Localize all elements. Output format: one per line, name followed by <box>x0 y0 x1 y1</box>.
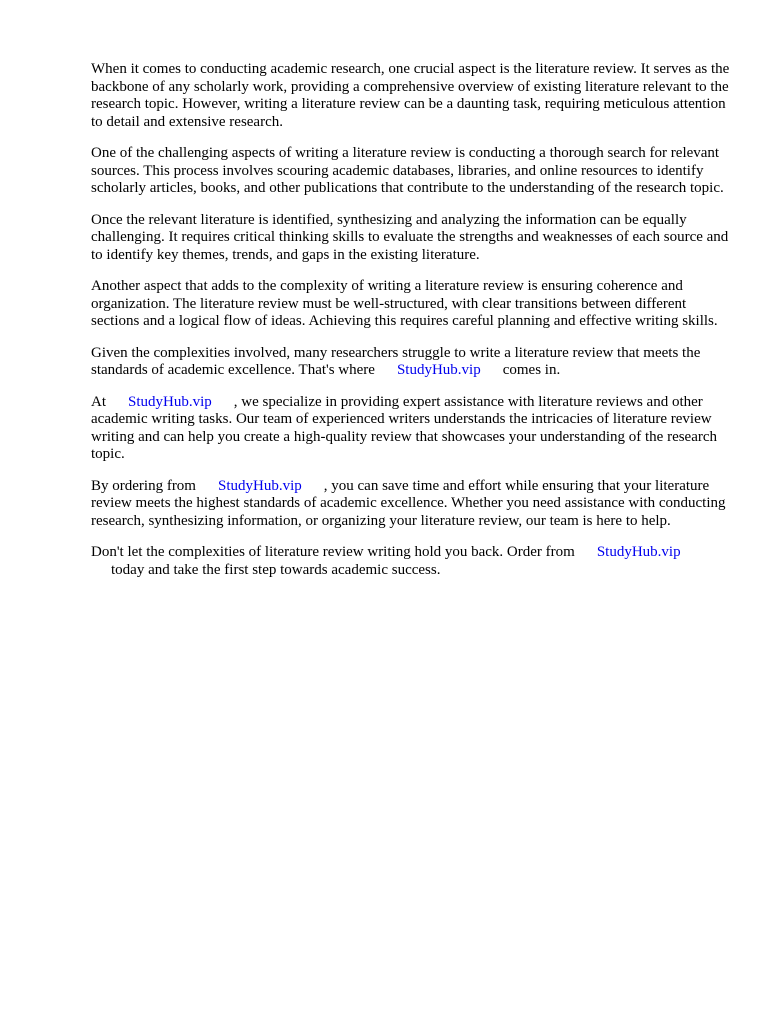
paragraph-cta-tail: today and take the first step towards academic success. <box>111 561 441 578</box>
paragraph-ordering-text: , you can save time and effort while ensuring that your literature review meets the highest standards of academic excellence. Whether you need assistance with conducting research, synthesizing information, or organizing your literature review, our team is here to help. <box>91 477 726 529</box>
paragraph-specialize <box>91 394 735 464</box>
paragraph-organization: Another aspect that adds to the complexity of writing a literature review is ensuring coherence and organization. The literature review must be well-structured, with clear transitions between different sections and a logical flow of ideas. Achieving this requires careful planning and effective writing skills. <box>91 278 718 329</box>
document-body <box>91 61 735 593</box>
paragraph-call-to-action <box>91 544 735 579</box>
paragraph-cta-lead: Don't let the complexities of literature review writing hold you back. Order from <box>91 544 575 560</box>
paragraph-ordering-lead: By ordering from <box>91 477 196 494</box>
studyhub-link[interactable]: StudyHub.vip <box>596 544 681 560</box>
paragraph-specialize-lead: At <box>91 393 106 410</box>
studyhub-link[interactable]: StudyHub.vip <box>217 477 302 494</box>
studyhub-link[interactable]: StudyHub.vip <box>128 393 212 410</box>
paragraph-synthesis: Once the relevant literature is identified, synthesizing and analyzing the information can be equally challenging. It requires critical thinking skills to evaluate the strengths and weaknesses of each source and to identify key themes, trends, and gaps in the existing literature. <box>91 211 729 263</box>
paragraph-complexities <box>91 345 735 380</box>
paragraph-complexities-text: Given the complexities involved, many researchers struggle to write a literature review that meets the standards of academic excellence. That's where <box>91 344 701 378</box>
studyhub-link[interactable]: StudyHub.vip <box>396 362 481 378</box>
paragraph-specialize-text: , we specialize in providing expert assistance with literature reviews and other academic writing tasks. Our team of experienced writers understands the intricacies of literature review writing and can help you create a high-quality review that showcases your understanding of the research topic. <box>91 393 718 462</box>
paragraph-intro: When it comes to conducting academic research, one crucial aspect is the literature review. It serves as the backbone of any scholarly work, providing a comprehensive overview of existing literature relevant to the research topic. However, writing a literature review can be a daunting task, requiring meticulous attention to detail and extensive research. <box>91 61 730 130</box>
paragraph-complexities-tail: comes in. <box>502 362 561 378</box>
paragraph-search: One of the challenging aspects of writing a literature review is conducting a thorough search for relevant sources. This process involves scouring academic databases, libraries, and online resources to identify scholarly articles, books, and other publications that contribute to the understanding of the research topic. <box>91 145 724 196</box>
paragraph-ordering <box>91 478 735 531</box>
